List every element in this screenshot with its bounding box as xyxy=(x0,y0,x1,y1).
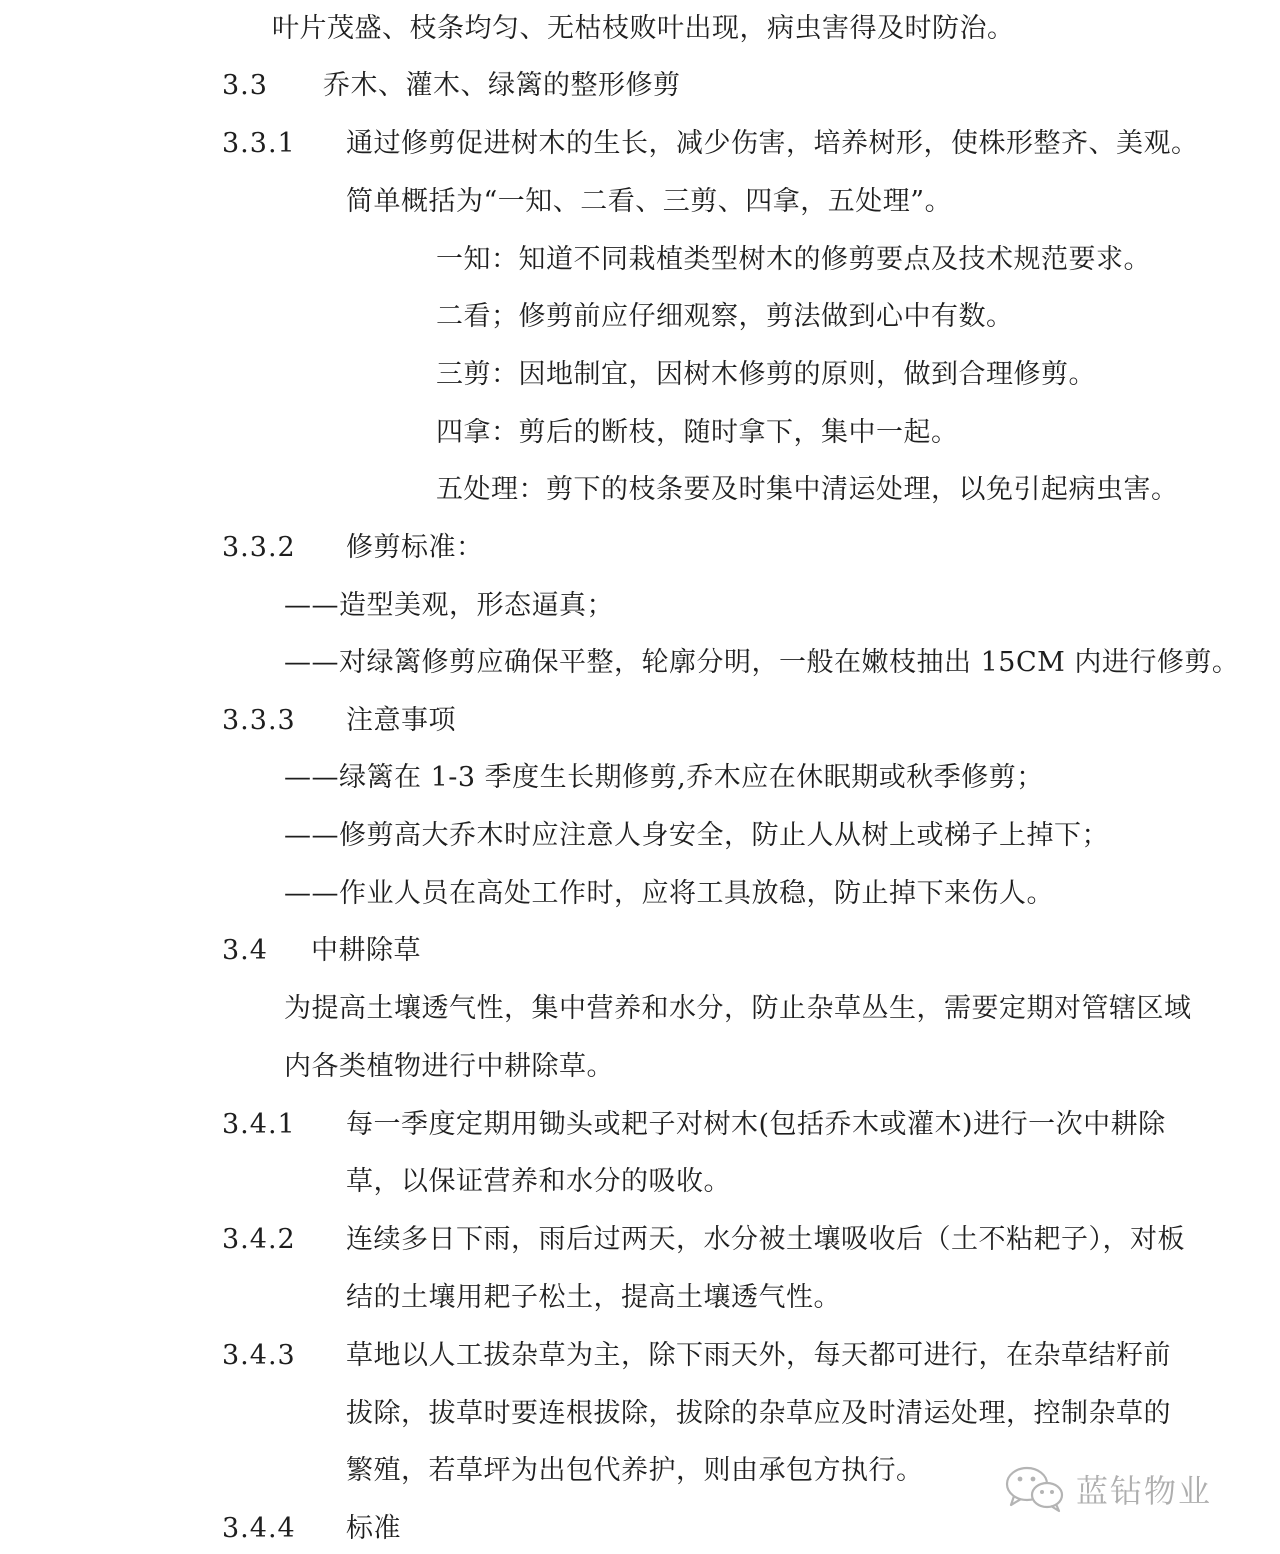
section-number: 3.3 xyxy=(222,70,268,101)
section-number: 3.3.1 xyxy=(222,128,296,159)
section-heading: 修剪标准： xyxy=(346,532,484,563)
list-item: 二看；修剪前应仔细观察，剪法做到心中有数。 xyxy=(436,301,1014,332)
paragraph-line: 简单概括为“一知、二看、三剪、四拿，五处理”。 xyxy=(346,186,953,217)
paragraph-line: 连续多日下雨，雨后过两天，水分被土壤吸收后（土不粘耙子），对板 xyxy=(346,1224,1185,1255)
list-item: 一知：知道不同栽植类型树木的修剪要点及技术规范要求。 xyxy=(436,244,1151,275)
wechat-icon xyxy=(1004,1464,1066,1514)
section-number: 3.4 xyxy=(222,935,268,966)
paragraph-line: 草地以人工拔杂草为主，除下雨天外，每天都可进行，在杂草结籽前 xyxy=(346,1340,1171,1371)
section-heading: 标准 xyxy=(346,1513,401,1544)
dash-item: ——对绿篱修剪应确保平整，轮廓分明，一般在嫩枝抽出 15CM 内进行修剪。 xyxy=(284,647,1240,678)
dash-item: ——造型美观，形态逼真； xyxy=(284,590,614,621)
paragraph-line: 通过修剪促进树木的生长，减少伤害，培养树形，使株形整齐、美观。 xyxy=(346,128,1199,159)
paragraph-line: 每一季度定期用锄头或耙子对树木(包括乔木或灌木)进行一次中耕除 xyxy=(346,1109,1166,1140)
section-heading: 注意事项 xyxy=(346,705,456,736)
watermark xyxy=(1004,1460,1212,1518)
section-number: 3.3.2 xyxy=(222,532,296,563)
section-number: 3.4.3 xyxy=(222,1340,296,1371)
section-number: 3.4.1 xyxy=(222,1109,296,1140)
list-item: 三剪：因地制宜，因树木修剪的原则，做到合理修剪。 xyxy=(436,359,1096,390)
watermark-text: 蓝钻物业 xyxy=(1076,1472,1213,1510)
list-item: 五处理：剪下的枝条要及时集中清运处理，以免引起病虫害。 xyxy=(436,474,1179,505)
section-number: 3.3.3 xyxy=(222,705,296,736)
section-heading: 乔木、灌木、绿篱的整形修剪 xyxy=(323,70,681,101)
dash-item: ——绿篱在 1-3 季度生长期修剪,乔木应在休眠期或秋季修剪； xyxy=(284,762,1044,793)
paragraph-line: 草，以保证营养和水分的吸收。 xyxy=(346,1166,731,1197)
paragraph-line: 结的土壤用耙子松土，提高土壤透气性。 xyxy=(346,1282,841,1313)
paragraph-line: 叶片茂盛、枝条均匀、无枯枝败叶出现，病虫害得及时防治。 xyxy=(272,13,1015,44)
paragraph-line: 拔除，拔草时要连根拔除，拔除的杂草应及时清运处理，控制杂草的 xyxy=(346,1398,1171,1429)
paragraph-line: 内各类植物进行中耕除草。 xyxy=(284,1051,614,1082)
paragraph-line: 繁殖，若草坪为出包代养护，则由承包方执行。 xyxy=(346,1455,924,1486)
dash-item: ——作业人员在高处工作时，应将工具放稳，防止掉下来伤人。 xyxy=(284,878,1054,909)
section-heading: 中耕除草 xyxy=(311,935,421,966)
paragraph-line: 为提高土壤透气性，集中营养和水分，防止杂草丛生，需要定期对管辖区域 xyxy=(284,993,1192,1024)
dash-item: ——修剪高大乔木时应注意人身安全，防止人从树上或梯子上掉下； xyxy=(284,820,1109,851)
section-number: 3.4.4 xyxy=(222,1513,296,1544)
list-item: 四拿：剪后的断枝，随时拿下，集中一起。 xyxy=(436,417,959,448)
section-number: 3.4.2 xyxy=(222,1224,296,1255)
